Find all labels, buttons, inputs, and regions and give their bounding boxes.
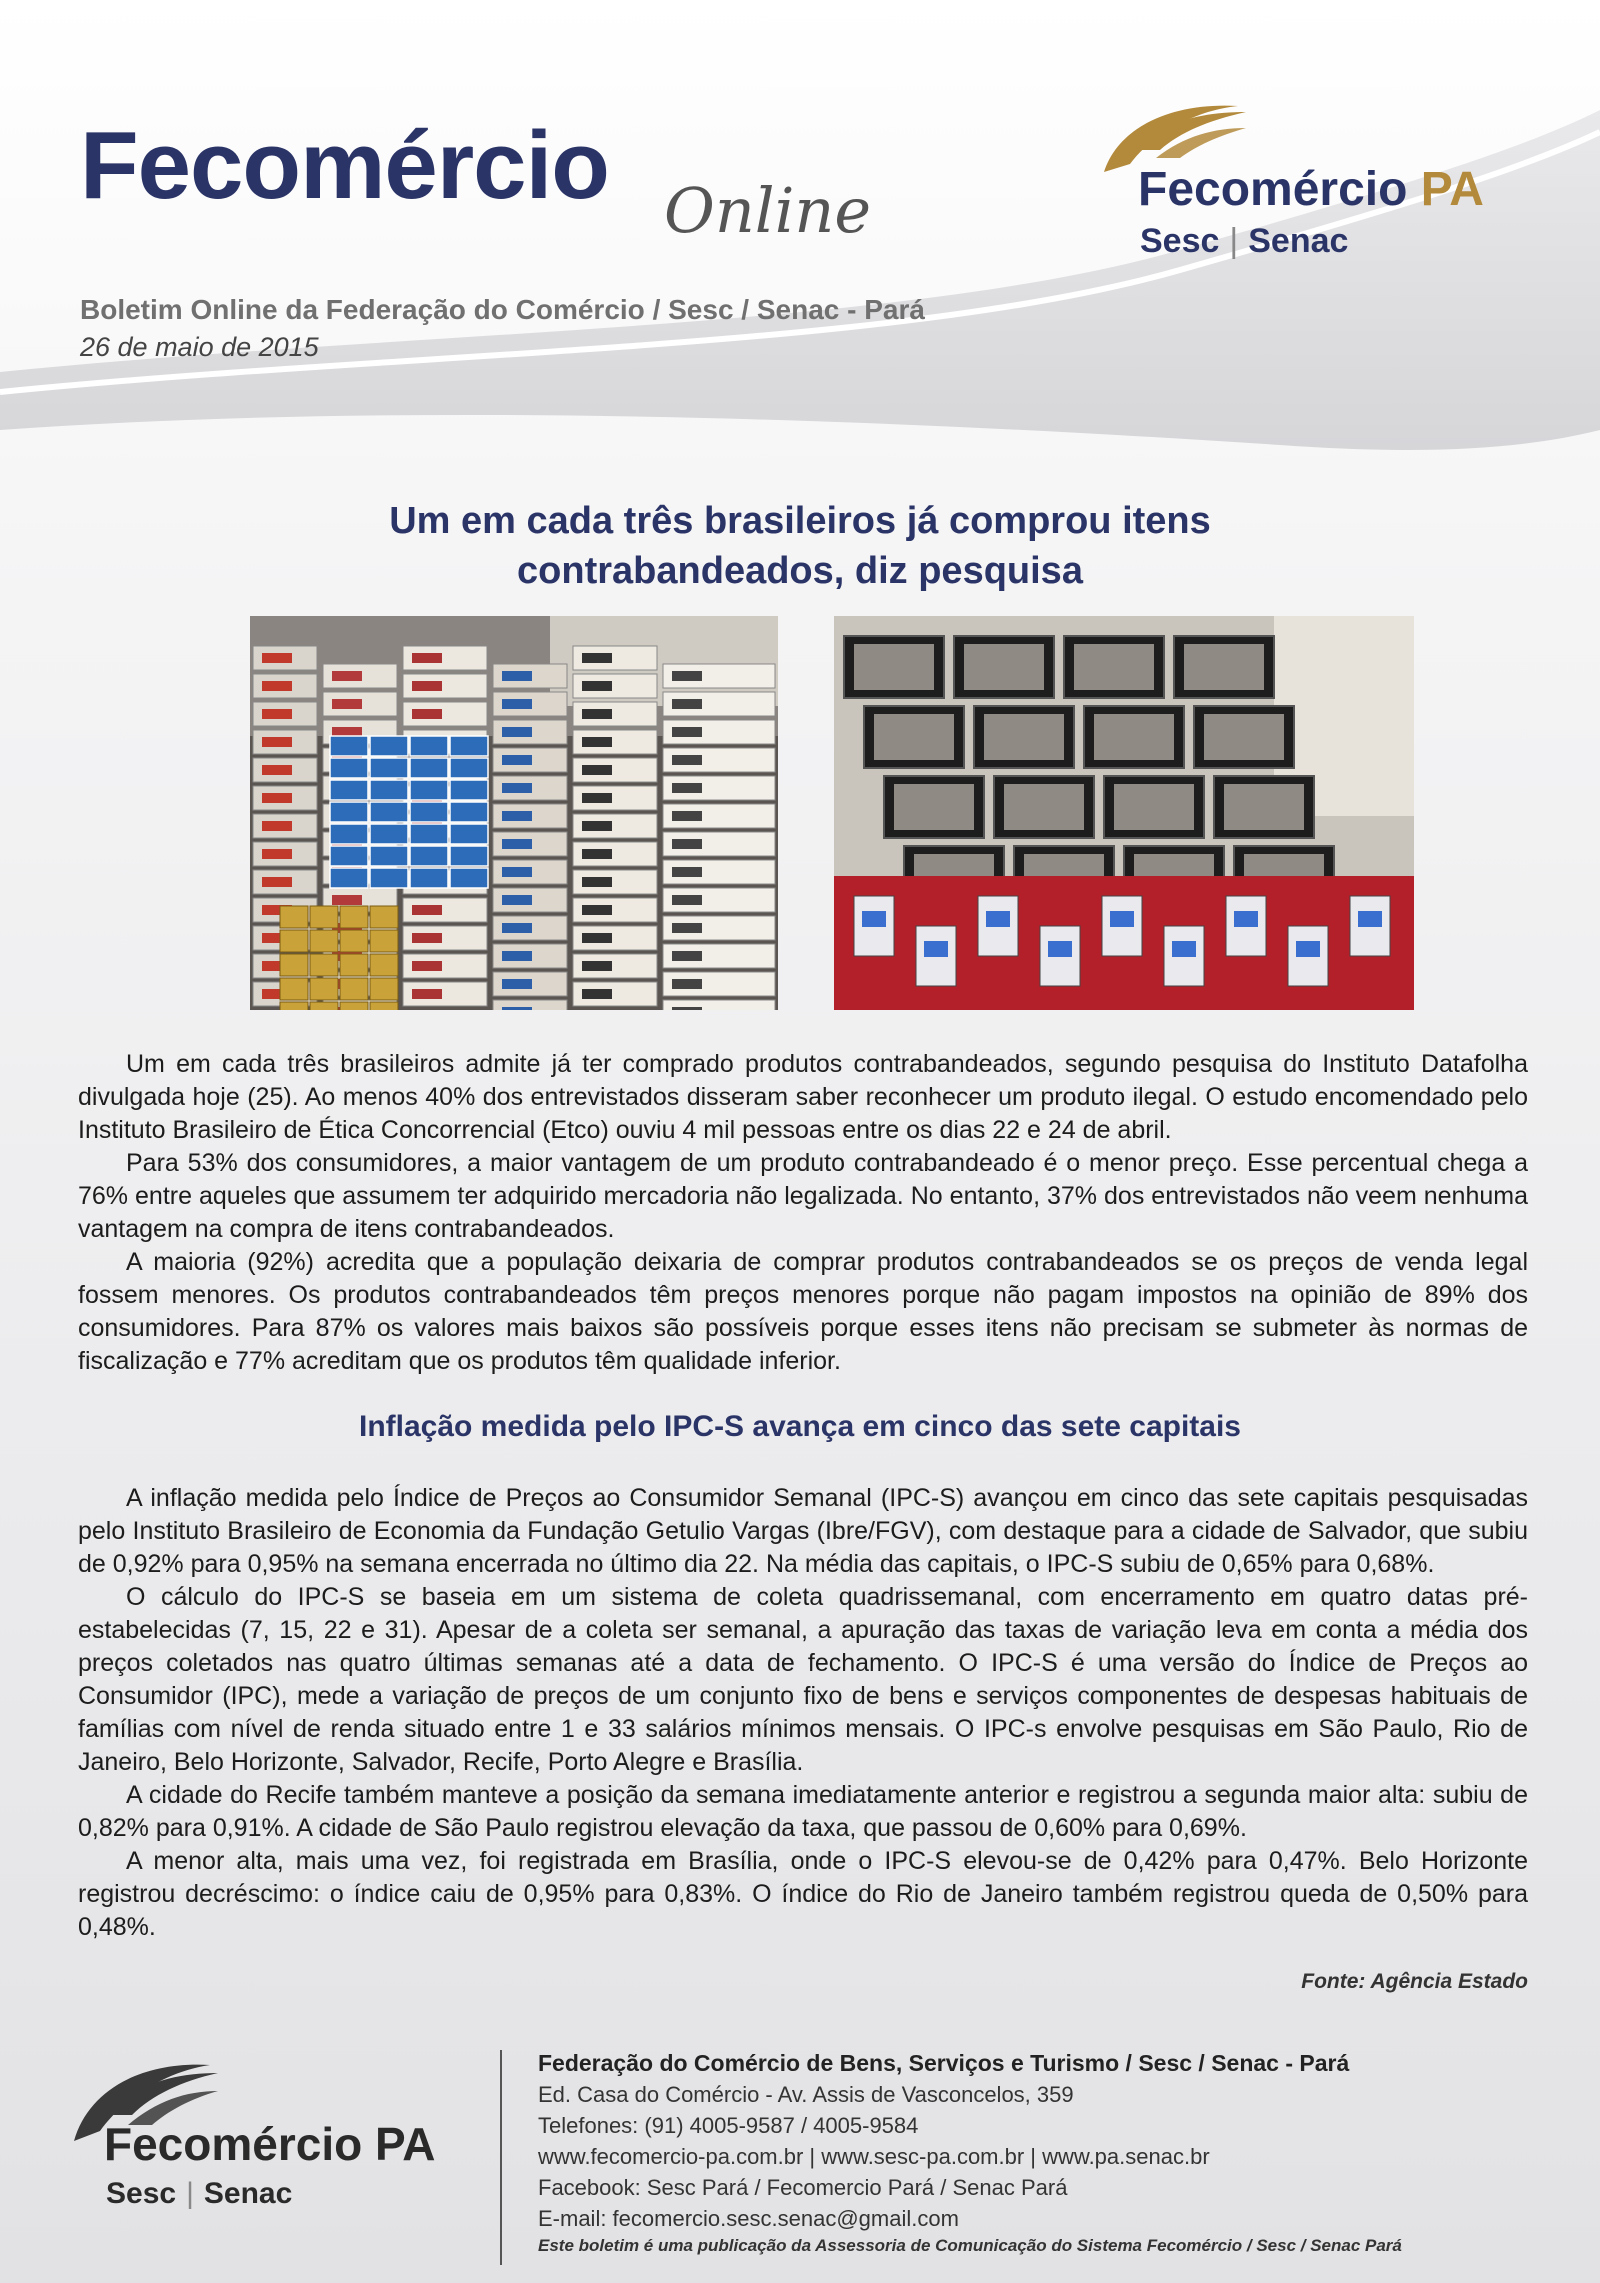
logo-senac: Senac — [1248, 222, 1349, 260]
article-paragraph: Para 53% dos consumidores, a maior vantagem de um produto contrabandeado é o menor preço. Esse percentual chega a 76% entre aqueles que assumem ter adquirido mercadoria não legalizada. No entanto, 37% dos entrevistados não veem nenhuma vantagem na compra de itens contrabandeados. — [78, 1149, 1528, 1243]
footer-phones: Telefones: (91) 4005-9587 / 4005-9584 — [538, 2113, 919, 2138]
logo-sesc: Sesc — [1140, 222, 1220, 260]
footer-logo-region: PA — [375, 2118, 436, 2170]
section-paragraph: O cálculo do IPC-S se baseia em um sistema de coleta quadrissemanal, com encerramento em quatro datas pré-estabelecidas (7, 15, 22 e 31). Apesar de a coleta ser semanal, a apuração das taxas de variação leva em conta a média dos preços coletados nas quatro últimas semanas até a data de fechamento. O IPC-S é uma versão do Índice de Preços ao Consumidor (IPC), mede a variação de preços de um conjunto fixo de bens e serviços componentes de despesas habituais de famílias com nível de renda situado entre 1 e 33 salários mínimos mensais. O IPC-s envolve pesquisas em São Paulo, Rio de Janeiro, Belo Horizonte, Salvador, Recife, Porto Alegre e Brasília. — [78, 1583, 1528, 1776]
footer-facebook[interactable]: Facebook: Sesc Pará / Fecomercio Pará / Senac Pará — [538, 2175, 1068, 2200]
section-paragraph: A menor alta, mais uma vez, foi registrada em Brasília, onde o IPC-S elevou-se de 0,42% para 0,47%. Belo Horizonte registrou decréscimo: o índice caiu de 0,95% para 0,83%. O índice do Rio de Janeiro também registrou queda de 0,50% para 0,48%. — [78, 1847, 1528, 1941]
article-headline — [200, 496, 1400, 596]
logo-region: PA — [1420, 163, 1484, 216]
newsletter-date: 26 de maio de 2015 — [80, 332, 319, 362]
footer-email[interactable]: E-mail: fecomercio.sesc.senac@gmail.com — [538, 2206, 959, 2231]
header-logo: Fecomércio PA Sesc | Senac — [1100, 98, 1540, 268]
source-credit: Fonte: Agência Estado — [1301, 1970, 1528, 1993]
headline-line-1: Um em cada três brasileiros já comprou itens — [389, 500, 1211, 542]
cellphones-illustration — [834, 616, 1414, 1010]
newsletter-subtitle: Boletim Online da Federação do Comércio / Sesc / Senac - Pará — [80, 294, 925, 325]
footer-logo-senac: Senac — [203, 2177, 293, 2210]
footer-info — [538, 2048, 1578, 2258]
footer-logo-name: Fecomércio — [104, 2118, 363, 2170]
logo-name: Fecomércio — [1138, 163, 1408, 216]
footer-address: Ed. Casa do Comércio - Av. Assis de Vasconcelos, 359 — [538, 2082, 1074, 2107]
cigarette-boxes-illustration — [250, 616, 778, 1010]
newsletter-title-script: Online — [664, 174, 872, 247]
article-body — [78, 1048, 1528, 1378]
section-headline: Inflação medida pelo IPC-S avança em cinco das sete capitais — [358, 1410, 1241, 1443]
footer-logo: Fecomércio PA Sesc | Senac — [70, 2055, 490, 2235]
footer-divider — [500, 2050, 502, 2265]
headline-line-2: contrabandeados, diz pesquisa — [517, 550, 1083, 592]
footer-note: Este boletim é uma publicação da Assessoria de Comunicação do Sistema Fecomércio / Sesc / Senac Pará — [538, 2236, 1402, 2255]
footer-title: Federação do Comércio de Bens, Serviços e Turismo / Sesc / Senac - Pará — [538, 2050, 1350, 2076]
section-paragraph: A cidade do Recife também manteve a posição da semana imediatamente anterior e registrou a segunda maior alta: subiu de 0,82% para 0,91%. A cidade de São Paulo registrou elevação da taxa, que passou de 0,60% para 0,69%. — [78, 1781, 1528, 1842]
newsletter-title: Fecomércio — [80, 112, 609, 219]
footer-websites[interactable]: www.fecomercio-pa.com.br | www.sesc-pa.com.br | www.pa.senac.br — [538, 2144, 1210, 2169]
article-paragraph: Um em cada três brasileiros admite já ter comprado produtos contrabandeados, segundo pesquisa do Instituto Datafolha divulgada hoje (25). Ao menos 40% dos entrevistados disseram saber reconhecer um produto ilegal. O estudo encomendado pelo Instituto Brasileiro de Ética Concorrencial (Etco) ouviu 4 mil pessoas entre os dias 22 e 24 de abril. — [78, 1050, 1528, 1144]
article-paragraph: A maioria (92%) acredita que a população deixaria de comprar produtos contrabandeados se os preços de venda legal fossem menores. Os produtos contrabandeados têm preços menores porque não pagam impostos na opinião de 89% dos consumidores. Para 87% os valores mais baixos são possíveis porque esses itens não precisam se submeter às normas de fiscalização e 77% acreditam que os produtos têm qualidade inferior. — [78, 1248, 1528, 1375]
section-body — [78, 1482, 1528, 1944]
cellphones-memory-cards-photo — [834, 616, 1414, 1010]
cigarette-boxes-photo — [250, 616, 778, 1010]
section-paragraph: A inflação medida pelo Índice de Preços ao Consumidor Semanal (IPC-S) avançou em cinco das sete capitais pesquisadas pelo Instituto Brasileiro de Economia da Fundação Getulio Vargas (Ibre/FGV), com destaque para a cidade de Salvador, que subiu de 0,92% para 0,95% na semana encerrada no último dia 22. Na média das capitais, o IPC-S subiu de 0,65% para 0,68%. — [78, 1484, 1528, 1578]
footer-logo-sesc: Sesc — [106, 2177, 177, 2210]
